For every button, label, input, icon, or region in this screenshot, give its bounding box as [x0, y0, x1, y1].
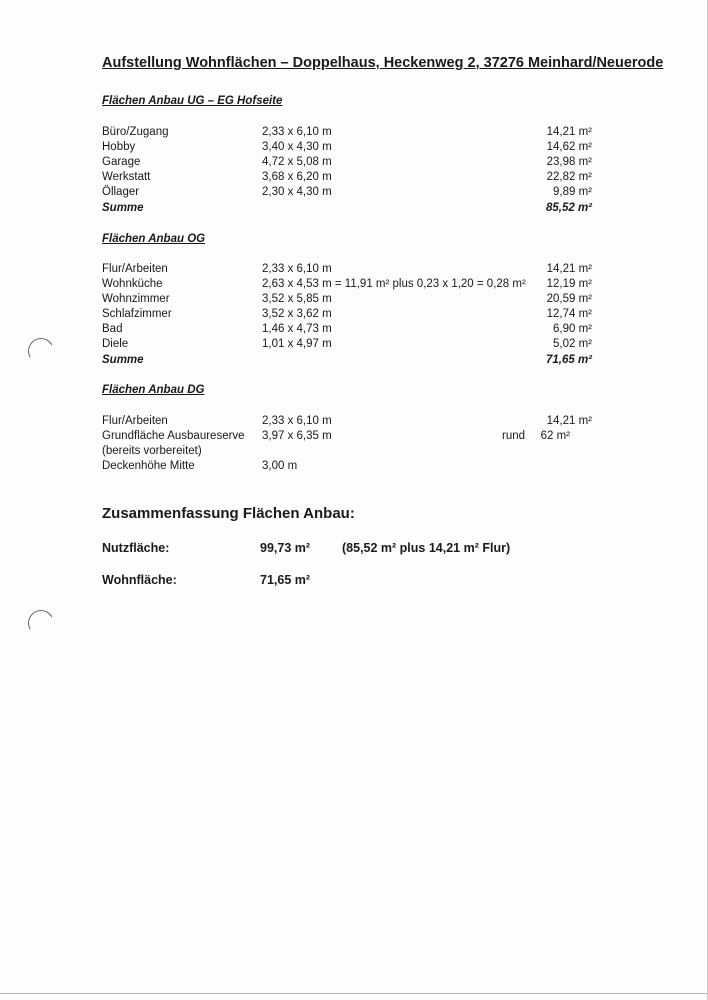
section-heading-ug-eg: Flächen Anbau UG – EG Hofseite: [102, 95, 283, 107]
room-label: Schlafzimmer: [102, 308, 172, 320]
punch-hole-mark: [25, 607, 57, 639]
table-row: [102, 308, 602, 323]
room-dimensions: 1,46 x 4,73 m: [262, 323, 332, 335]
table-row: [102, 445, 602, 460]
room-area: 62 m²: [540, 430, 570, 442]
summary-label: Wohnfläche:: [102, 573, 177, 587]
summary-detail: (85,52 m² plus 14,21 m² Flur): [342, 541, 511, 555]
room-area: 14,21 m²: [546, 415, 592, 427]
room-label: Büro/Zugang: [102, 126, 169, 138]
punch-hole-mark: [25, 335, 57, 367]
room-label: Flur/Arbeiten: [102, 415, 168, 427]
sum-row: [102, 202, 602, 217]
summary-heading: Zusammenfassung Flächen Anbau:: [102, 505, 355, 522]
summary-row-wohnflaeche: [102, 573, 622, 591]
room-area: 14,21 m²: [546, 126, 592, 138]
sum-value: 71,65 m²: [545, 354, 592, 366]
section-heading-dg: Flächen Anbau DG: [102, 384, 205, 396]
summary-label: Nutzfläche:: [102, 541, 170, 555]
sum-row: [102, 354, 602, 369]
sum-value: 85,52 m²: [545, 202, 592, 214]
summary-value: 99,73 m²: [260, 541, 311, 555]
room-dimensions: 1,01 x 4,97 m: [262, 338, 332, 350]
summary-value: 71,65 m²: [260, 573, 311, 587]
room-dimensions: 3,68 x 6,20 m: [262, 171, 332, 183]
room-dimensions: 4,72 x 5,08 m: [262, 156, 332, 168]
sum-label: Summe: [102, 202, 144, 214]
room-area: 5,02 m²: [553, 338, 592, 350]
room-dimensions: 2,30 x 4,30 m: [262, 186, 332, 198]
room-label: Wohnküche: [102, 278, 163, 290]
table-row: [102, 126, 602, 141]
room-label: Hobby: [102, 141, 136, 153]
table-row: [102, 186, 602, 201]
room-label: (bereits vorbereitet): [102, 445, 202, 457]
room-dimensions: 3,00 m: [262, 460, 298, 472]
room-area: 9,89 m²: [553, 186, 592, 198]
room-area: 20,59 m²: [546, 293, 592, 305]
document-title: Aufstellung Wohnflächen – Doppelhaus, Heckenweg 2, 37276 Meinhard/Neuerode: [102, 55, 664, 71]
table-row: [102, 171, 602, 186]
room-label: Deckenhöhe Mitte: [102, 460, 195, 472]
room-label: Wohnzimmer: [102, 293, 170, 305]
room-dimensions: 2,33 x 6,10 m: [262, 415, 332, 427]
section-heading-og: Flächen Anbau OG: [102, 233, 206, 245]
table-row: [102, 293, 602, 308]
page-edge: [0, 993, 708, 994]
room-note: rund: [502, 430, 526, 442]
room-label: Werkstatt: [102, 171, 151, 183]
table-row: [102, 338, 602, 353]
room-dimensions: 2,63 x 4,53 m = 11,91 m² plus 0,23 x 1,20 = 0,28 m²: [262, 278, 526, 290]
table-row: [102, 156, 602, 171]
room-area: 23,98 m²: [546, 156, 592, 168]
room-area: 6,90 m²: [553, 323, 592, 335]
room-area: 22,82 m²: [546, 171, 592, 183]
room-dimensions: 3,52 x 3,62 m: [262, 308, 332, 320]
room-dimensions: 3,97 x 6,35 m: [262, 430, 332, 442]
room-area: 14,21 m²: [546, 263, 592, 275]
room-dimensions: 3,52 x 5,85 m: [262, 293, 332, 305]
room-label: Garage: [102, 156, 141, 168]
room-area: 14,62 m²: [546, 141, 592, 153]
room-dimensions: 2,33 x 6,10 m: [262, 263, 332, 275]
room-area: 12,74 m²: [546, 308, 592, 320]
table-row: [102, 430, 602, 445]
table-row: [102, 141, 602, 156]
room-label: Öllager: [102, 186, 140, 198]
summary-row-nutzflaeche: [102, 541, 622, 559]
room-label: Diele: [102, 338, 129, 350]
table-row: [102, 460, 602, 475]
table-row: [102, 263, 602, 278]
room-label: Grundfläche Ausbaureserve: [102, 430, 245, 442]
room-dimensions: 2,33 x 6,10 m: [262, 126, 332, 138]
room-label: Flur/Arbeiten: [102, 263, 168, 275]
table-row: [102, 415, 602, 430]
room-area: 12,19 m²: [546, 278, 592, 290]
table-row: [102, 278, 602, 293]
sum-label: Summe: [102, 354, 144, 366]
table-row: [102, 323, 602, 338]
room-dimensions: 3,40 x 4,30 m: [262, 141, 332, 153]
room-label: Bad: [102, 323, 123, 335]
